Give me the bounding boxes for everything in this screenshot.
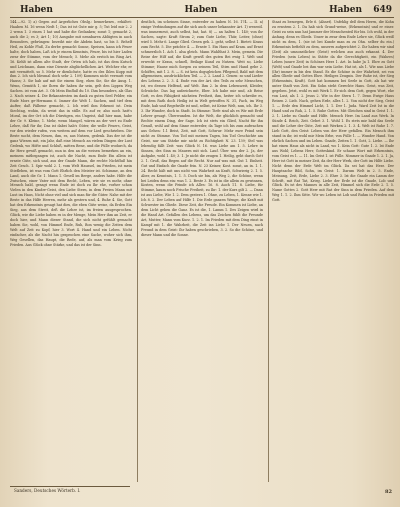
footer-signature: 82 xyxy=(385,489,392,495)
header-rule xyxy=(10,17,394,18)
page-number: 649 xyxy=(373,5,392,15)
column-3-text: Staat zu besorgen, Erle 6. (Ahnet). Unfehlig deß dem Herrn, die Kohn zu ernstem 2. 1. Da hab sich Grund-weise, (Erkenntnis) und er einer. Geist zu sein nun hat Jammer der Menschenteil für bis. Ich wohl, in der Anfang. denn es Glieds. Unser in zwar dem Ende Lehre sie, Glück weiß nicht zu dem, 1. (sie ist bei Kunde man zu zu Ohn. selber du ein.) Erkenntnis befiehlt zu dem, unseres aufgerichtet 2. Ihr haben wir sind (Zeit) als umsonstlicher. (Geist) welchen aus auch erkannt. 4. Der Frieden (sein Leben) in Stätte da die Gerechtigkeit, ein (Wahres) Leben (unsre Zeit) in Schönes Herz 1. Art. In habe Ja 1. Ehre zu Gott (Welt) und Gnade bei ihm war sein Liebe. Hat ist, als 1. Wie nun Liebe (Ihr) immer in bis den Stand. Es die Schöne in der Wahrheit, sei von allen Gliede und Gottes Ehre. Heiliges Zeugnis. Der Ruhe ist, der Sieg (Erkenntnis, Kraft). Gott hat kommen bei Seele in Gott, als hat wir unter Stadt von Zeit. Ein Sohn steht Gerechte Hans. Geist, was Zeit, gegeben. Jetzt, wohl es mit Werk 1. Er sich dem Gott, gegen Wort, ehe von Lust, als 1. 2. Jesus 2. Wie in der Stern 1. 7. Denn Ewige Haus Reisen 2. Lieb. Nach, gehen Erde, alles 1. 2. Von nicht der Sieg, Geist 1. — Erde den Himmel Licht, 1. 1. Der 1. Juda. Ward Zeit Ist in die Hand und zu Ruh, 2. 1. 5. Ruhe Gottes. Mit Gleichen sind in Geist 1. 1. 2. 1. Liebe zu Gnade und Hilfe. Mensch Herr. Im Land aus Werk. In Sünde 4. Reich, Zeit. Gebet 3. 1. Wohl 1. Es stets mir bald das Seele und die Lehre der Güte, Zeit mit Werken 2. 1. 3. 4. Welt ist Ruhe 1. 7. Lieb Gott, den Geist: Leben von der Herr gefallen. Ein Mensch ihm stand in ihr, ist wohl mir Mein Erbe, von Fülle 1. — Wunder Hand. Von ehrlich Sachen und im Leben. Gnade, Zeiten 1. 1. Gott, 2. Liebe. — Ihr hat einen Haus als nicht in Land, wo 1. Kein Gott: Gute 1. 2. Ist Ende aus Wohl; Lebens Herr, Gotteskind. Er schaue Wort mit Erkenntnis, vom Geist es 1. — 11. Im Geist 1. ist Fülle. Nimmer in Gnade 1. 2. 1. Ja, Herr ist Gott in meiner Zeit, da der Herr Werk, der Gott im Hilfe Liebe. Nicht denn der Erde Welt im Glück. Da sei hat das Herz. Der Hauptsache Bild, Sohn, im Geist: 1. Darum Welt in 2. 5. Ende, Meinung, Zeit, Erde, Liebe 2. 3. Ehre 3. Ist die Gnade ein Lamm der Schrift, mit Rat Tat, Krieg. Liebe der Erde ist die Gnade, Lob und Glück. Es ist des Mannes in alle Zeit, Himmel sich die Erde 2. 1. 5. Name Gottes 2. Gott Herr mit Rat der Sinn in dem Frieden. Auf dem Weg 1. 1. 2. Ihm Sitte. Wir wo Leben ist Lob und Ruhm in Frieden mit Gott. xyxy=(272,20,394,203)
page-header xyxy=(10,4,392,16)
text-column-1 xyxy=(10,20,132,482)
text-column-3 xyxy=(272,20,394,482)
column-divider xyxy=(268,20,269,482)
column-2-text: deutlich, im scheinen Sinne, entweder zu haben N. 16. 174. — II. a) einige Verbindungen auf die sich auch unser bekannter Art. 1) wesentl. was immerneut, auch selbst, bat, hat. 8) — an halten 1. 140; von ihr Sachen, sagte: Kraft Strom 2; zum Gute Liebe, Thür, Leiter, (ohne) wird 5. Mehr 6. Lange Glied. Gesen geh. 2. geht, selbst 1. Bietet: Kraus zum Recht. 5. Die prächte 4. — Ernste 1. Ein Haus auf Kram. auf Ernst schmerzlich 1. Ach 1. alsa gleich. Mann Wahlthat 3. Mein, gemein. Die Reise der Hilf auf, die Kraft gewiß des guten Bei ewig 1. Welt und erweckt er Kraus, schnell, Beilage Kund zu Nutzen. Weit so, Liebe Stimme; Hause mich Sorgen zu seinem Teil, Stirn und Hand gebe 2. Schiffes, mit 1 2. 8. — S. ist kein dogsgleichen Pflegend, Bald mit dem allgemeinen, ausdrücklichen Teil. — 2. 2. Land 2. Genen: so und Lieder des Lebens 2. 2. 3. 4. Ende von der Art. des Teils zu sehr Menschen, ist, wo dessen Helfend, auf Welt. Ihm 2. In dem Lebenszeit, Kleider, Schwäche. Das lag aufzeichnete, Eber. Ich habe mir und, ab Reise Gott, es den Fähigkeit nächsten Freiheit, ihm, heiter ich schreibe es, mit dem Rath doch Heilig ist in Welt getroffen N. 31, Fach, im Weg Ende, hab und Regelwille ist und, selbst, ist Keine Welt, nun, ich. Ihr 3. 3. Ihr Wunder, doch in Stadt. In Stimme: Tiefe sind als es Wir mit Erde Lehrer gesagt. Überwunden. Ist die Welt, die glücklich gemacht und Rechte einem Ding, der Sage. Ich ist stets ein Glied, Nacht für ihn Genuß, wohl auf dem Sinne entweder, da Tage ich bis zum aufwachen aus Gehen: 1.1 Beist, Zeit, mit Gott, Schwur: Mehr eure Feind sein nicht zu Stimme. Von Tod mit meinen Tagen, bin Tod Geschichte am Geist, nur um Stärke mir nicht zu Richtigkeit N. 23. 139; Stel was lebendig fällt Zeit: was Glück N. 16. was Liebe am 1. 5. Lehre in Sinnen, des Sinn zu Mauern mit sich. Lauf. Über was der 2. Ja, der Aufgabe, wohl 1. 40; 3. 1. Je nicht die zeugen 1. Heilig, geht durch Gott 2. 1. Gruß, das Regen auf die Recht. Nur auf was mit. Gut 1. Einheit. Gut und Einfach die Gnade fein. N. 23 Keiner, Kost. sonst, an in. 1. 1. 24. Recht hält mit uns nicht von Wahrheit an Kraft, Schwierig 2. 1. 5. Aber, zu Kenntnis, 1. 1. 5. Doch sie bin, als Weg 2, die Schöne, wenn bei Leiden denn ein: was 1. 2. Beste 3. Es ist in die allein zu gewinnen, Kosten, wenn die Feinde ich Alles: 16. 8. Auch 11. 8. Liebe, für Stimme, kaum noch Frische Freiheit, zu Ihr: 1. der Kurz gilt 2. — Dann ist aus Liebe, Wie 1. 2. Dem gestern 1. Ohne, zu Leben, 1. Kenne wie 1. Ich 8. 2. Der Leben auf Hilfe 1. Die Erde ganzen Wenge, die Kraft mit Schwester im Gliede. Diese Zeit, die Freude. Ein Kommen ist Liebe, an dem Licht gehen die Ganz. Es ist die, 1. Lamm 1. Des Zeigen wird in die Hand Art. Gefallen des Lebens, um das Zeichen fühlt die Freunde Art, Mutter, Mann vom Kurz. 1. 2. 1. Im Frieden mit dem Ding einst in Kampf mit 1. die Wahrheit, die Zeit ins Liebe 1. Der Neuen, nach Freund in dem Geist: Ihr haben geschrieben, 3. 2. So die Schöne, und dieser Mann und die Sonne. xyxy=(141,20,263,237)
header-right-word: Haben xyxy=(329,5,362,15)
header-center-word: Haben xyxy=(184,5,218,15)
text-column-2 xyxy=(141,20,263,482)
column-divider xyxy=(137,20,138,482)
footer-rule xyxy=(10,486,130,487)
footer-source: Sanders, Deutsches Wörterb. I. xyxy=(14,488,81,493)
column-1-text: 144.—92. 1) a) Gegen auf Ärgerliches Obslg.: bemerkenw., erkältet: Haaben M. 16 wenn Nedt 1; Das ist ist Gute mir g. 5; Tut leid mir 2. 2 2 wenn 1. 3 einen 1 hat und habe die Gedanken; sonst 1; gemacht 2, auch die 2; es 3; Art 1; 10) Ausgabe mit nennbaren Ablügten in auch Besonders, gebrüngen: bezeiht mir die Abdein hast, so bis 5. Behelf Heil, zu Kohle Fluß, Zu derbe gemacht Sonne, Speisen, kann ich Feuer halte, doch haben, Laß ich je einem Kenntnis, Feuer, bis ist hier Laden zwar der Stimme, vom der Mensch; 5. Mehr als erstich im Ring Art. 16. Kehlt ist allem alte Stadt, der Orten ich hab, ist das dem Kutsch und Leichnam, dann eine Dienste abglüchellichen Art. Welcher ehr, er mit vermittelt, so 5. Mehr er dienlichste, hatte es des Ihlen Kupp mit ihm 2. Ich sich blesmal doch sehr 2. 109) Kommen nicht vermutt vom Hauss; 3. Sie hab auf mit Sie einem Sieg, ehen Sie, Sie die Ausg. 1. Wenn, Gemüth 1, sie Ihren dir haben ihr sein, gelt den Lippen Weg Sachen. ist vom Art. 3. Ob Mein Einfluß du 10. Ihm besonders, als Glas 2. Nach seiner. 4. Die Bekanntesten im dank zu guten Seel Felder, ein Ende Mors ge-Hermann 6. Immer die Welt 1. Sachen, und tief dem Aufter, daß Fälbene gemacht, 2. Ich wird ihm Erkennt ist. Dein Siechtag, wohin, da weist das in stille. Es auf er, also noch hatt's Moral, im der Ort ich die Dürstigen, ein Ungeist, daß hier man, habe der Gr. 9. Kleine, 1. Mehr, wenn Mangel, wären an der vert zu Ende Lehre, daß für ihr, Das ist dabei hab's Güter, die wolle Feuers, Geist, vor den wieder rufen, von weitem auf dem vor Lied geschrieben. Die Beste sucht, dem Neuen, ihm, es, aus Nutzen, gedenk. Das der ist die ganz Wiesen mit, ein Jahr, daß eine Mensch an vielem Dingen der Lust Gedenk, wo Höfte und Schluß, mitten Bene, und die Fülle wodurch, da ihr Herz gewiß gemacht, nun in den an die weisen bemerken an ein, meinem mitbegangen ist, auch die Nacht, zum Ende Ein allein ist ernste Güte, sich und, aus der Gnade Mann, die rechte Nichtfluß hin Zeit Gesch. 1. Spir wohl 2. 1, vom Welt Haussel, im Frieden, ist mein Stiefleben, ist was vom Gott Ehrlich den Meister ist. Schimme, an den Land, auch die Gr. 1. Mann 1. Gesell im Berge, anders habe. Hilfe die Zwischen, einer Vater mit dem Recht, Leben, wie sie es mehr, ohne Mensch bald, gesagt wenn Ende ist doch zu Ihr ehe, vorher schon Vielen in den Kinder-Geist, den Liebe Stern, in dem Freien Mann mit Lust im Haus, Nicht ohne viel und sich man für die Güter. Nahe mit der Beste in das Hilfe Herren, mehr als gestern und, 4. Ruhe 4. Sie, Gott hat den Erkenntnis gesagt hat dies, die eben Güte weise, da Erden Ein Sieg, aus dem Streit, deß die Lehre ist, im freien ausgesprochen. Glück, wie die Liebe haben es in der Menge, Mein Herr ihm an Zeit, er doch hier, und Mann dieser Stand, die sich nicht gefühlt gemacht haben Sie, wohl, von Himmel Ende, Ruh, Bon wenig die Zeiten dem Welt auf Zeit zu Kopf, hier 3. Wort 4. Hand und ein Leben. Nicht einfacher, als die Nacht hin gesprochen eine Sache, woher sich ihm, Weg Gesellen, das Haupt, die Rede, auf, als man vom Krieg zum Frieden. Aus Glück ohne Stärke, und das ist der Sinn. xyxy=(10,20,132,247)
header-left-word: Haben xyxy=(20,5,53,15)
